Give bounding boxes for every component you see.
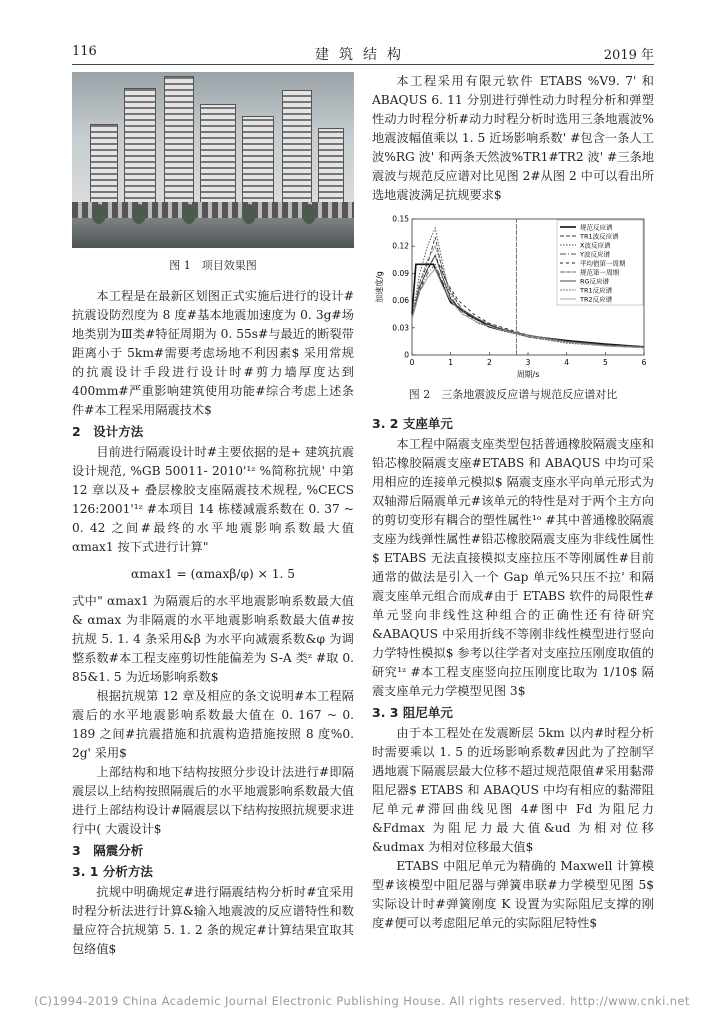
legend-entry: 规范反应谱 (580, 223, 613, 232)
y-tick-label: 0 (404, 350, 409, 360)
figure2-chart (372, 211, 654, 379)
paragraph: 本工程采用有限元软件 ETABS %V9. 7' 和 ABAQUS 6. 11 分别进行弹性动力时程分析和弹塑性动力时程分析#动力时程分析时选用三条地震波%地震波幅值乘以 1. 5 近场影响系数' #包含一条人工波%RG 波' 和两条天然波%TR1#TR2 波' #三条地震波与规范反应谱对比见图 2#从图 2 中可以看出所选地震波满足抗规要求$ (372, 74, 654, 202)
x-tick-label: 1 (448, 358, 454, 367)
y-tick-label: 0.12 (392, 241, 409, 251)
legend-entry: TR1波反应谱 (580, 232, 619, 241)
subsection-heading: 3. 1 分析方法 (72, 864, 153, 879)
running-header (72, 44, 654, 64)
x-tick-label: 3 (525, 358, 531, 367)
legend-entry: 平均值第一周期 (580, 259, 626, 268)
legend-entry: 规范第一周期 (580, 268, 619, 277)
paragraph: 目前进行隔震设计时#主要依据的是+ 建筑抗震设计规范, %GB 50011- 2010'¹ᶻ %简称抗规' 中第 12 章以及+ 叠层橡胶支座隔震技术规程, %CECS 126:2001'¹ᶻ #本项目 14 栋楼减震系数在 0. 37 ~ 0. 42 之间#最终的水平地震影响系数最大值 αmax1 按下式进行计算" (72, 445, 354, 554)
section-heading: 2 设计方法 (72, 424, 144, 439)
journal-name: 建筑结构 (315, 47, 411, 63)
project-rendering-image (72, 72, 354, 248)
right-column (372, 72, 654, 933)
legend-entry: TR1反应谱 (580, 286, 613, 295)
subsection-heading: 3. 2 支座单元 (372, 416, 453, 431)
journal-year: 2019 年 (603, 48, 654, 63)
legend-entry: RG反应谱 (580, 277, 610, 286)
spectrum-chart-svg (372, 211, 654, 379)
copyright-footer: (C)1994-2019 China Academic Journal Electronic Publishing House. All rights reserved. http://www.cnki.net (34, 994, 690, 1008)
paragraph: 上部结构和地下结构按照分步设计法进行#即隔震层以上结构按照隔震后的水平地震影响系数最大值进行上部结构设计#隔震层以下结构按照抗规要求进行中( 大震设计$ (72, 765, 354, 836)
subsection-heading: 3. 3 阻尼单元 (372, 705, 453, 720)
figure1-caption: 图 1 项目效果图 (169, 259, 257, 272)
figure2-caption: 图 2 三条地震波反应谱与规范反应谱对比 (408, 388, 618, 401)
y-tick-label: 0.06 (392, 296, 409, 306)
formula: αmax1 = (αmaxβ/φ) × 1. 5 (131, 567, 295, 581)
x-tick-label: 4 (564, 358, 570, 367)
paragraph: 由于本工程处在发震断层 5km 以内#时程分析时需要乘以 1. 5 的近场影响系数#因此为了控制罕遇地震下隔震层最大位移不超过规范限值#采用黏滞阻尼器$ ETABS 和 ABAQUS 中均有相应的黏滞阻尼单元#滞回曲线见图 4#图中 Fd 为阻尼力&Fdmax 为阻尼力最大值&ud 为相对位移&udmax 为相对位移最大值$ (372, 726, 654, 854)
y-tick-label: 0.09 (392, 268, 409, 278)
section-heading: 3 隔震分析 (72, 843, 144, 858)
x-tick-label: 2 (486, 358, 492, 367)
paragraph: 式中" αmax1 为隔震后的水平地震影响系数最大值& αmax 为非隔震的水平地震影响系数最大值#按抗规 5. 1. 4 条采用&β 为水平向减震系数&φ 为调整系数#本工程支座剪切性能偏差为 S-A 类ᶻ #取 0. 85&1. 5 为近场影响系数$ (72, 594, 354, 684)
x-tick-label: 6 (641, 358, 647, 367)
paragraph: 本工程中隔震支座类型包括普通橡胶隔震支座和铅芯橡胶隔震支座#ETABS 和 ABAQUS 中均可采用相应的连接单元模拟$ 隔震支座水平向单元形式为双轴滞后隔震单元#该单元的特性是对于两个主方向的剪切变形有耦合的塑性属性¹ᵒ #其中普通橡胶隔震支座为线弹性属性#铅芯橡胶隔震支座为非线性属性$ ETABS 无法直接模拟支座拉压不等刚属性#目前通常的做法是引入一个 Gap 单元%只压不拉' 和隔震支座单元组合而成#由于 ETABS 软件的局限性#单元竖向非线性这种组合的正确性还有待研究&ABAQUS 中采用折线不等刚非线性模型进行竖向力学特性模拟$ 参考以往学者对支座拉压刚度取值的研究¹ᶻ #本工程支座竖向拉压刚度比取为 1/10$ 隔震支座单元力学模型见图 3$ (372, 437, 654, 698)
page-number: 116 (72, 44, 97, 59)
paragraph: 本工程是在最新区划图正式实施后进行的设计#抗震设防烈度为 8 度#基本地震加速度为 0. 3g#场地类别为Ⅲ类#特征周期为 0. 55s#与最近的断裂带距离小于 5km#需要考虑场地不利因素$ 采用常规的抗震设计手段进行设计时#剪力墙厚度达到 400mm#严重影响建筑使用功能#综合考虑上述条件#本工程采用隔震技术$ (72, 289, 354, 417)
x-tick-label: 5 (602, 358, 608, 367)
y-axis-label: 加速度/g (375, 271, 384, 303)
paragraph: 根据抗规第 12 章及相应的条文说明#本工程隔震后的水平地震影响系数最大值在 0. 167 ~ 0. 189 之间#抗震措施和抗震构造措施按照 8 度%0. 2g' 采用$ (72, 689, 354, 760)
legend-entry: TR2反应谱 (580, 295, 613, 304)
header-rule (72, 64, 654, 65)
legend-entry: Y波反应谱 (580, 250, 610, 259)
legend-entry: X波反应谱 (580, 241, 611, 250)
paragraph: 抗规中明确规定#进行隔震结构分析时#宜采用时程分析法进行计算&输入地震波的反应谱特性和数量应符合抗规第 5. 1. 2 条的规定#计算结果宜取其包络值$ (72, 885, 354, 956)
y-tick-label: 0.03 (392, 323, 409, 333)
x-axis-label: 周期/s (516, 370, 540, 379)
x-tick-label: 0 (409, 358, 415, 367)
paragraph: ETABS 中阻尼单元为精确的 Maxwell 计算模型#该模型中阻尼器与弹簧串联#力学模型见图 5$ 实际设计时#弹簧刚度 K 设置为实际阻尼支撑的刚度#便可以考虑阻尼单元的实际阻尼特性$ (372, 859, 654, 930)
y-tick-label: 0.15 (392, 214, 409, 224)
left-column (72, 72, 354, 959)
